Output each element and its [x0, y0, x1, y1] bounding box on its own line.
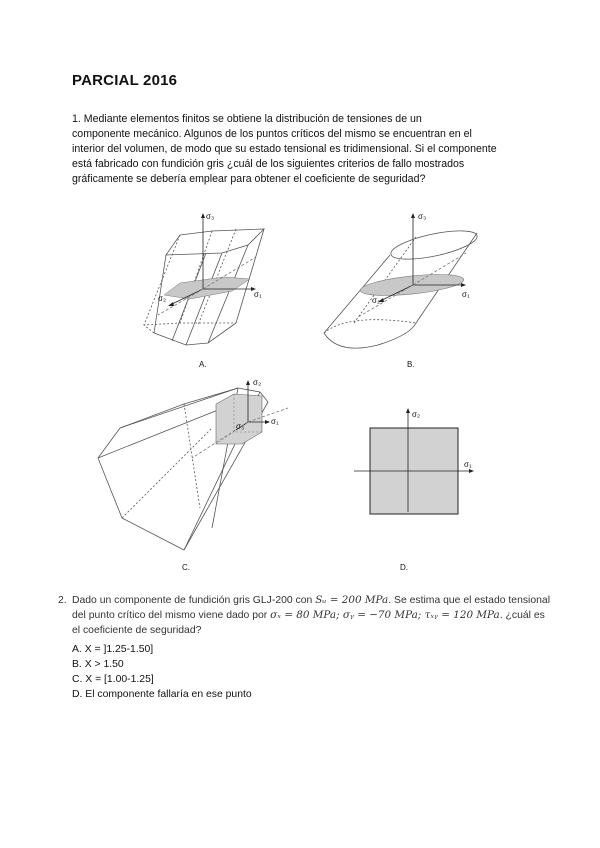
figure-a	[140, 205, 280, 355]
figure-a-axis-left: σ₂	[158, 294, 167, 303]
figure-a-caption: A.	[199, 360, 207, 369]
question-1-line: componente mecánico. Algunos de los puntos críticos del mismo se encuentran en el	[72, 128, 472, 140]
figure-b-axis-right: σ₁	[462, 290, 470, 299]
question-2-line-2-tail: . ¿cuál es	[499, 610, 545, 621]
question-1-line: interior del volumen, de modo que su estado tensional es tridimensional. Si el componente	[72, 143, 497, 155]
option-a: A. X = ]1.25-1.50]	[72, 644, 154, 655]
figure-c-axis-top: σ₂	[253, 378, 262, 387]
figure-b	[318, 205, 478, 355]
figure-a-axis-right: σ₁	[254, 290, 262, 299]
figure-c	[82, 378, 292, 558]
question-2-line-1	[72, 593, 550, 608]
page-title: PARCIAL 2016	[72, 72, 178, 89]
figure-d-axis-right: σ₁	[464, 460, 472, 469]
option-b: B. X > 1.50	[72, 659, 124, 670]
figure-c-axis-left: σ₃	[236, 422, 245, 431]
figure-b-axis-top: σ₃	[418, 212, 427, 221]
question-2-line-1-math: Sᵤ = 200 MPa	[315, 594, 389, 606]
question-1	[72, 112, 532, 187]
option-d: D. El componente fallaría en ese punto	[72, 689, 252, 700]
question-2-number: 2.	[58, 595, 67, 606]
question-1-line: gráficamente se debería emplear para obtener el coeficiente de seguridad?	[72, 173, 426, 185]
question-1-line: 1. Mediante elementos finitos se obtiene la distribución de tensiones de un	[72, 113, 422, 125]
question-2-line-3: el coeficiente de seguridad?	[72, 625, 202, 636]
figure-d	[352, 408, 482, 518]
question-1-line: está fabricado con fundición gris ¿cuál de los siguientes criterios de fallo mostrados	[72, 158, 465, 170]
question-2-line-2-text: del punto crítico del mismo viene dado por	[72, 610, 271, 621]
question-2-options	[72, 642, 252, 702]
figure-d-caption: D.	[400, 563, 408, 572]
question-2-line-1-tail: . Se estima que el estado tensional	[388, 595, 551, 606]
figure-c-axis-right: σ₁	[271, 417, 279, 426]
question-2-line-1-text: Dado un componente de fundición gris GLJ-200 con	[72, 595, 316, 606]
option-c: C. X = [1.00-1.25]	[72, 674, 154, 685]
question-2-text	[72, 593, 550, 638]
figure-c-caption: C.	[182, 563, 190, 572]
figure-a-axis-top: σ₃	[206, 212, 215, 221]
figure-b-caption: B.	[407, 360, 415, 369]
question-2-line-2	[72, 608, 550, 623]
figure-b-axis-left: σ₂	[372, 296, 381, 305]
question-2-line-2-math: σₓ = 80 MPa; σᵧ = −70 MPa; τₓᵧ = 120 MPa	[270, 609, 500, 621]
figure-d-axis-top: σ₂	[412, 410, 421, 419]
